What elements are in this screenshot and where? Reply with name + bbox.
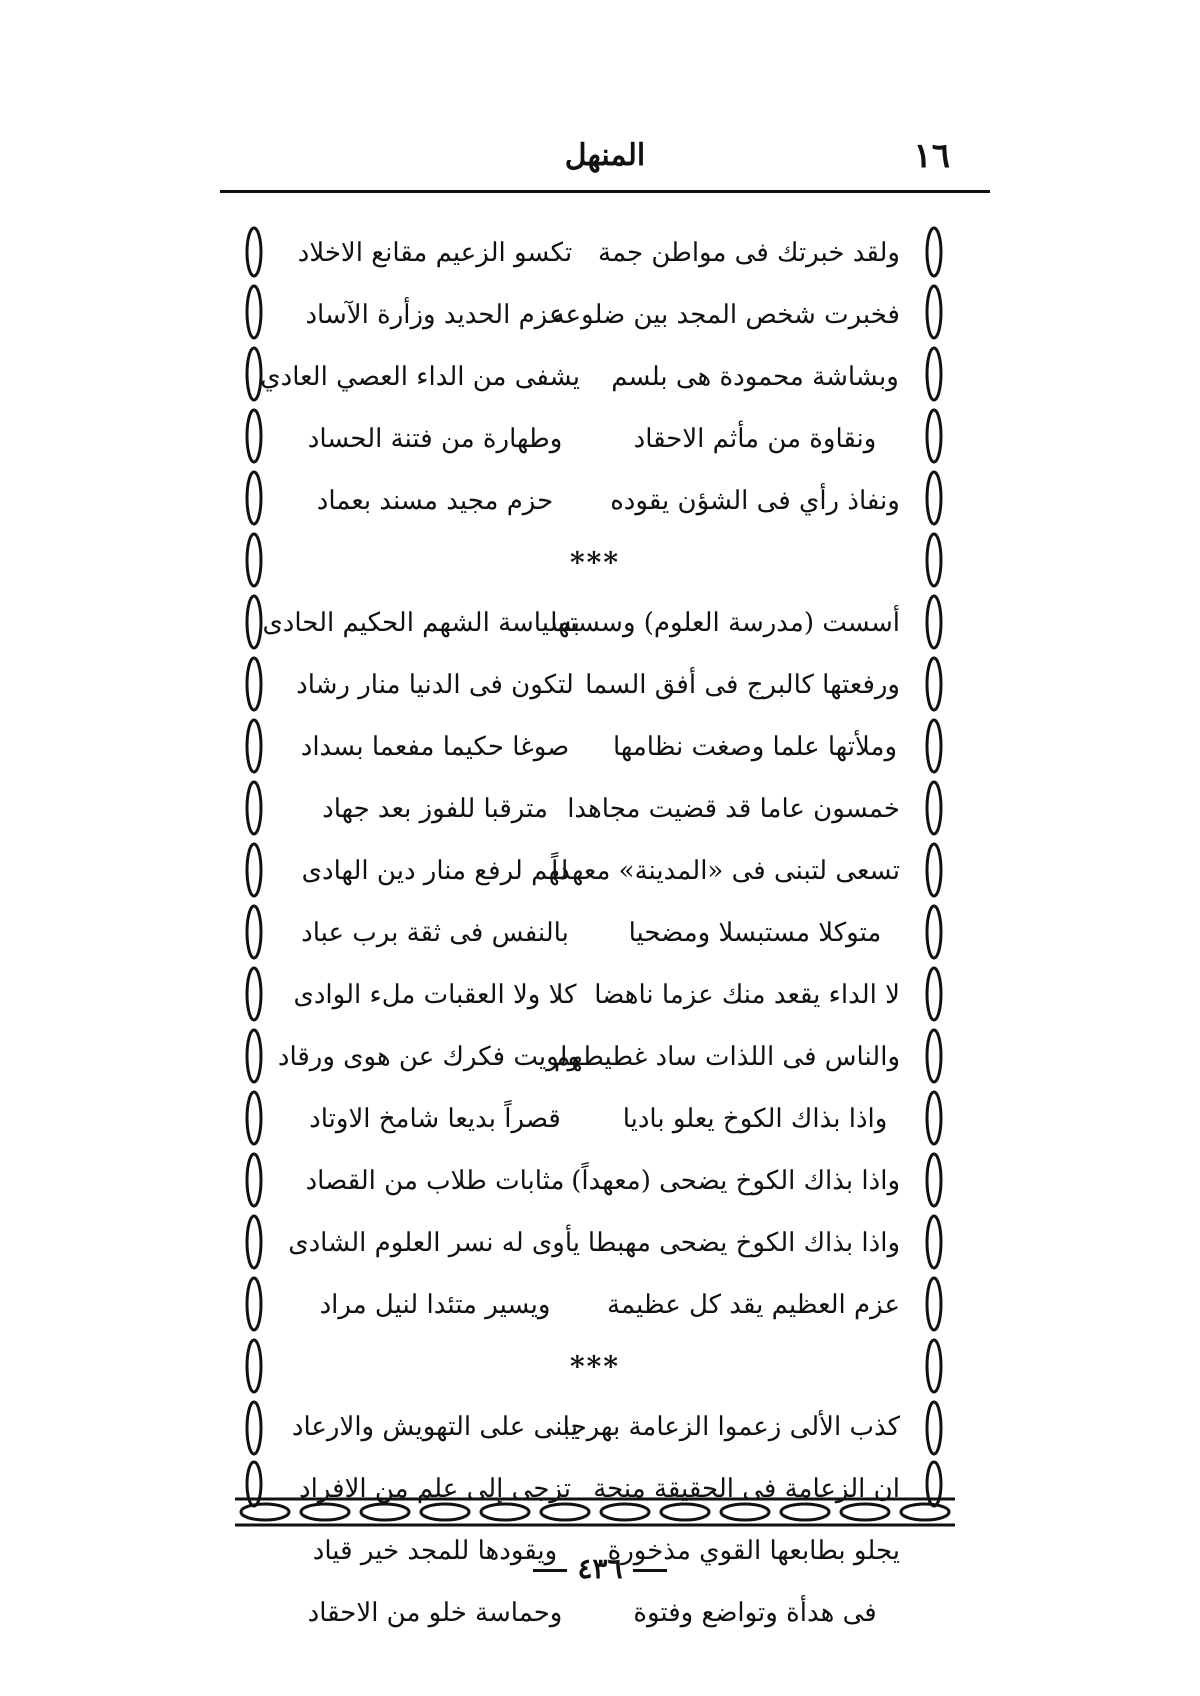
hemistich-second: تزجى إلى علم من الافراد xyxy=(299,1474,571,1504)
hemistich-first: والناس فى اللذات ساد غطيطهم xyxy=(553,1042,900,1072)
hemistich-first: تسعى لتبنى فى «المدينة» معهداً xyxy=(551,856,900,886)
hemistich-first: وملأتها علما وصغت نظامها xyxy=(612,732,898,762)
hemistich-first: واذا بذاك الكوخ يضحى مهبطا xyxy=(587,1228,900,1258)
footer-page-number xyxy=(0,1552,1200,1585)
journal-page-number: ١٦ xyxy=(913,136,950,176)
right-border-links xyxy=(927,228,941,1506)
hemistich-second: يبنى على التهويش والارعاد xyxy=(291,1412,579,1442)
verse xyxy=(290,1396,900,1458)
footer-dash xyxy=(533,1569,567,1572)
hemistich-second: صوغا حكيما مفعما بسداد xyxy=(300,732,570,762)
hemistich-first: فخبرت شخص المجد بين ضلوعه xyxy=(551,300,900,330)
verse xyxy=(290,1088,900,1150)
hemistich-first: وبشاشة محمودة هى بلسم xyxy=(611,362,899,392)
section-separator: *** xyxy=(570,1349,620,1383)
hemistich-first: ونفاذ رأي فى الشؤن يقوده xyxy=(610,486,900,516)
bottom-chain-ornament xyxy=(235,1496,955,1528)
hemistich-first: كذب الألى زعموا الزعامة بهرجا xyxy=(562,1412,900,1442)
hemistich-second: لتكون فى الدنيا منار رشاد xyxy=(296,670,574,700)
verse xyxy=(260,346,900,408)
verse xyxy=(290,716,900,778)
hemistich-second: لهم لرفع منار دين الهادى xyxy=(301,856,569,886)
journal-title: المنهل xyxy=(564,138,646,173)
hemistich-second: ولويت فكرك عن هوى ورقاد xyxy=(277,1042,580,1072)
hemistich-second: كلا ولا العقبات ملء الوادى xyxy=(293,980,577,1010)
hemistich-second: حزم مجيد مسند بعماد xyxy=(316,486,554,516)
verse xyxy=(290,1150,900,1212)
hemistich-first: فى هدأة وتواضع وفتوة xyxy=(633,1598,877,1628)
footer-dash xyxy=(633,1569,667,1572)
hemistich-second: بالنفس فى ثقة برب عباد xyxy=(301,918,569,948)
verse xyxy=(290,902,900,964)
verse xyxy=(290,1212,900,1274)
header-rule xyxy=(220,190,990,193)
hemistich-second: عزم الحديد وزأرة الآساد xyxy=(305,300,565,330)
verse xyxy=(277,1026,900,1088)
verse xyxy=(290,1274,900,1336)
hemistich-second: يأوى له نسر العلوم الشادى xyxy=(288,1228,580,1258)
hemistich-second: قصراً بديعا شامخ الاوتاد xyxy=(309,1104,561,1134)
footer-page-number-text: ٤٣٦ xyxy=(577,1552,623,1585)
hemistich-first: ان الزعامة فى الحقيقة منحة xyxy=(593,1474,900,1504)
hemistich-first: ولقد خبرتك فى مواطن جمة xyxy=(598,238,900,268)
hemistich-first: يجلو بطابعها القوي مذخورة xyxy=(607,1536,900,1566)
verse xyxy=(290,654,900,716)
verse xyxy=(290,1582,900,1644)
verse xyxy=(290,964,900,1026)
verse xyxy=(290,840,900,902)
hemistich-second: مترقبا للفوز بعد جهاد xyxy=(322,794,548,824)
hemistich-first: واذا بذاك الكوخ يعلو باديا xyxy=(622,1104,888,1134)
hemistich-second: تكسو الزعيم مقانع الاخلاد xyxy=(297,238,573,268)
hemistich-second: وطهارة من فتنة الحساد xyxy=(307,424,563,454)
hemistich-second: ويقودها للمجد خير قياد xyxy=(312,1536,558,1566)
verse xyxy=(290,408,900,470)
hemistich-first: لا الداء يقعد منك عزما ناهضا xyxy=(594,980,900,1010)
hemistich-first: ونقاوة من مأثم الاحقاد xyxy=(633,424,877,454)
section-separator: *** xyxy=(570,545,620,579)
verse xyxy=(290,470,900,532)
hemistich-second: ويسير متئدا لنيل مراد xyxy=(319,1290,551,1320)
verse xyxy=(290,222,900,284)
page-header xyxy=(220,128,990,188)
hemistich-first: متوكلا مستبسلا ومضحيا xyxy=(628,918,882,948)
left-border-links xyxy=(247,228,261,1506)
hemistich-first: خمسون عاما قد قضيت مجاهدا xyxy=(567,794,900,824)
hemistich-first: عزم العظيم يقد كل عظيمة xyxy=(607,1290,900,1320)
hemistich-second: بسياسة الشهم الحكيم الحادى xyxy=(262,608,580,638)
hemistich-second: وحماسة خلو من الاحقاد xyxy=(307,1598,563,1628)
hemistich-first: ورفعتها كالبرج فى أفق السما xyxy=(585,670,900,700)
hemistich-first: أسست (مدرسة العلوم) وسستها xyxy=(550,608,900,638)
hemistich-first: واذا بذاك الكوخ يضحى (معهداً) xyxy=(571,1166,900,1196)
verse xyxy=(290,284,900,346)
poem xyxy=(260,222,900,1644)
verse xyxy=(290,778,900,840)
hemistich-second: مثابات طلاب من القصاد xyxy=(305,1166,565,1196)
verse xyxy=(262,592,900,654)
hemistich-second: يشفى من الداء العصي العادي xyxy=(260,362,580,392)
